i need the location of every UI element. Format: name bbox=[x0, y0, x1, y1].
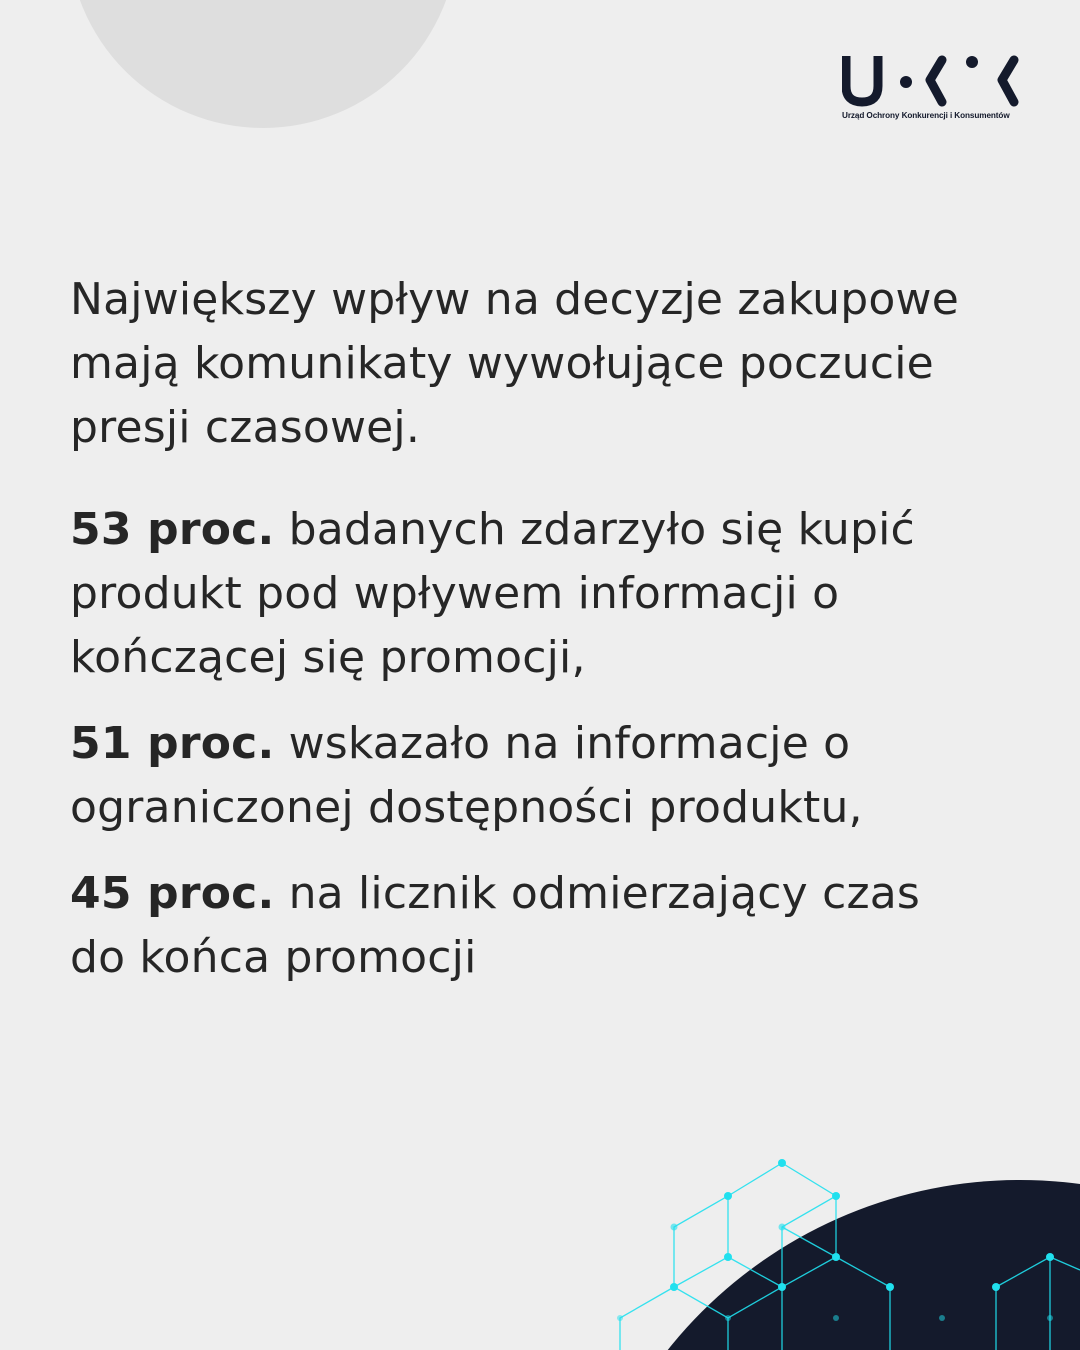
stat-item bbox=[70, 498, 1060, 690]
dark-circle-shape bbox=[570, 1180, 1080, 1350]
stat-text: na licznik odmierzający czas do końca promocji bbox=[70, 868, 921, 983]
stat-text: badanych zdarzyło się kupić produkt pod wpływem informacji o kończącej się promocji, bbox=[70, 504, 915, 683]
main-content bbox=[70, 268, 1060, 1012]
decorative-circle bbox=[68, 0, 458, 128]
network-decoration bbox=[540, 1150, 1080, 1350]
stat-text: wskazało na informacje o ograniczonej dostępności produktu, bbox=[70, 718, 863, 833]
uokik-logo bbox=[842, 52, 1022, 126]
stat-value: 53 proc. bbox=[70, 504, 275, 555]
stat-item bbox=[70, 862, 970, 990]
stat-value: 51 proc. bbox=[70, 718, 275, 769]
uokik-logo-mark bbox=[842, 52, 1022, 108]
stats-list bbox=[70, 498, 1060, 990]
stat-value: 45 proc. bbox=[70, 868, 275, 919]
intro-text: Największy wpływ na decyzje zakupowe mają komunikaty wywołujące poczucie presji czasowej. bbox=[70, 274, 959, 453]
stat-item bbox=[70, 712, 970, 840]
logo-caption: Urząd Ochrony Konkurencji i Konsumentów bbox=[842, 111, 1010, 120]
